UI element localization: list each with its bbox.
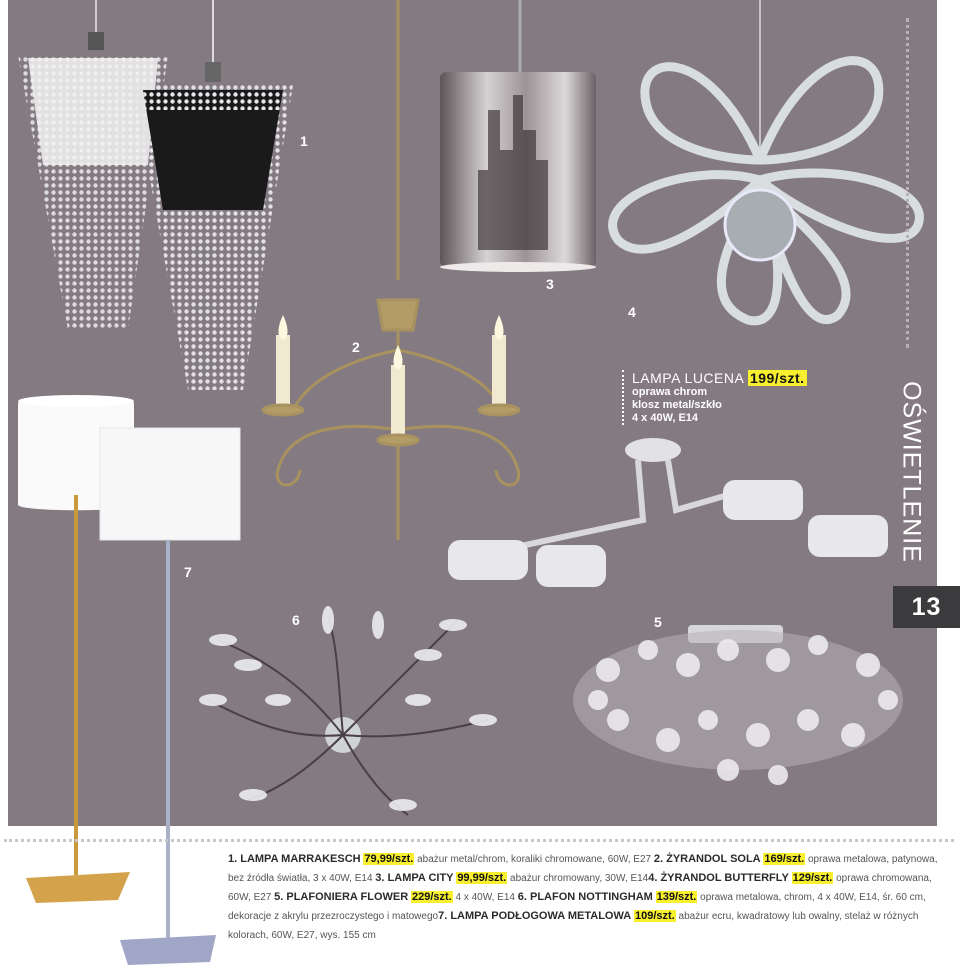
product-6-desc: oprawa metalowa, chrom, 4 x 40W, E14, śr. 60 cm, dekoracje z akrylu przezroczystego i matowego [228,892,926,922]
page-number: 13 [893,586,960,628]
product-6-name: 6. PLAFON NOTTINGHAM [517,891,653,903]
horizontal-dotted-divider [4,839,954,842]
lucena-spec-1: oprawa chrom [632,386,708,398]
product-4-desc: oprawa chromowana, 60W, E27 [228,873,932,903]
product-2-name: 2. ŻYRANDOL SOLA [653,853,761,865]
product-3-desc: abażur chromowany, 30W, E14 [507,873,649,884]
section-title [891,362,931,582]
item-number-1: 1 [300,133,308,149]
lucena-name: LAMPA LUCENA [632,370,744,386]
lamp-city [440,0,596,272]
item-number-2: 2 [352,339,360,355]
lamp-floor-metal [0,0,260,976]
item-number-4: 4 [628,304,636,320]
lucena-callout [622,370,852,425]
product-7-price: 109/szt. [634,910,675,922]
lucena-price: 199/szt. [749,370,805,386]
product-7-desc: abażur ecru, kwadratowy lub owalny, stelaż w różnych kolorach, 60W, E27, wys. 155 cm [228,911,919,941]
lucena-spec-2: klosz metal/szkło [632,399,722,411]
product-3-price: 99,99/szt. [457,872,507,884]
product-2-desc: oprawa metalowa, patynowa, bez źródła światła, 3 x 40W, E14 [228,854,938,884]
item-number-3: 3 [546,276,554,292]
product-descriptions [228,850,950,945]
product-1-name: 1. LAMPA MARRAKESCH [228,853,361,865]
product-2-price: 169/szt. [764,853,805,865]
item-number-7: 7 [184,564,192,580]
lamp-butterfly [613,0,920,321]
lucena-spec-3: 4 x 40W, E14 [632,412,699,424]
product-5-desc: 4 x 40W, E14 [452,892,518,903]
product-4-name: 4. ŻYRANDOL BUTTERFLY [648,872,789,884]
vertical-dotted-divider [906,18,909,348]
product-4-price: 129/szt. [792,872,833,884]
product-7-name: 7. LAMPA PODŁOGOWA METALOWA [438,910,632,922]
item-number-5: 5 [654,614,662,630]
product-5-name: 5. PLAFONIERA FLOWER [274,891,409,903]
product-5-price: 229/szt. [411,891,452,903]
item-number-6: 6 [292,612,300,628]
section-title-text: OŚWIETLENIE [897,381,926,563]
product-1-price: 79,99/szt. [364,853,414,865]
lucena-title [632,370,852,386]
product-1-desc: abażur metal/chrom, koraliki chromowane, 60W, E27 [414,854,654,865]
lamp-flower [573,625,903,785]
product-6-price: 139/szt. [656,891,697,903]
product-3-name: 3. LAMPA CITY [375,872,454,884]
